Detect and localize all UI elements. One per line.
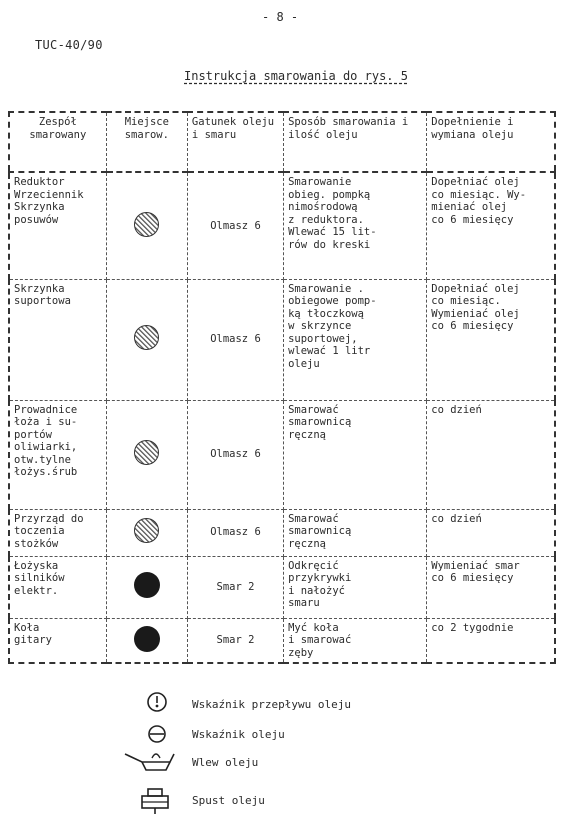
table-row xyxy=(9,172,555,279)
legend-item xyxy=(122,720,422,748)
cell-refill: Dopełniać olej co miesiąc. Wy- mieniać olej co 6 miesięcy xyxy=(427,172,555,279)
table-row xyxy=(9,509,555,556)
cell-refill: Dopełniać olej co miesiąc. Wymieniać olej co 6 miesięcy xyxy=(427,279,555,400)
cell-symbol xyxy=(106,556,187,618)
page-number: - 8 - xyxy=(262,10,299,24)
page-title: Instrukcja smarowania do rys. 5 xyxy=(184,69,408,83)
oil-level-indicator-icon xyxy=(122,720,182,748)
table-row xyxy=(9,400,555,509)
legend-label: Wskaźnik przepływu oleju xyxy=(192,698,351,711)
cell-refill: Wymieniać smar co 6 miesięcy xyxy=(427,556,555,618)
cell-grade: Olmasz 6 xyxy=(187,400,283,509)
cell-method: Smarować smarownicą ręczną xyxy=(284,400,427,509)
cell-method: Smarować smarownicą ręczną xyxy=(284,509,427,556)
oil-flow-indicator-icon xyxy=(122,690,182,718)
legend-label: Wskaźnik oleju xyxy=(192,728,285,741)
header-grade: Gatunek oleju i smaru xyxy=(187,112,283,172)
cell-symbol xyxy=(106,172,187,279)
legend-label: Spust oleju xyxy=(192,794,265,807)
oil-drain-icon xyxy=(122,786,182,814)
lubrication-table xyxy=(8,111,556,664)
cell-refill: co dzień xyxy=(427,509,555,556)
table-header-row xyxy=(9,112,555,172)
cell-symbol xyxy=(106,618,187,663)
cell-grade: Olmasz 6 xyxy=(187,509,283,556)
cell-symbol xyxy=(106,400,187,509)
legend-item xyxy=(122,690,422,718)
oil-point-icon xyxy=(134,440,159,465)
cell-symbol xyxy=(106,279,187,400)
cell-method: Odkręcić przykrywki i nałożyć smaru xyxy=(284,556,427,618)
cell-unit: Skrzynka suportowa xyxy=(9,279,106,400)
cell-unit: Reduktor Wrzeciennik Skrzynka posuwów xyxy=(9,172,106,279)
table-row xyxy=(9,279,555,400)
header-unit: Zespół smarowany xyxy=(9,112,106,172)
legend-item xyxy=(122,748,422,776)
table-row xyxy=(9,556,555,618)
grease-point-icon xyxy=(134,626,160,652)
cell-method: Myć koła i smarować zęby xyxy=(284,618,427,663)
cell-unit: Przyrząd do toczenia stożków xyxy=(9,509,106,556)
legend-label: Wlew oleju xyxy=(192,756,259,769)
oil-point-icon xyxy=(134,325,159,350)
cell-grade: Olmasz 6 xyxy=(187,172,283,279)
cell-refill: co dzień xyxy=(427,400,555,509)
cell-unit: Łożyska silników elektr. xyxy=(9,556,106,618)
table-row xyxy=(9,618,555,663)
legend-item xyxy=(122,786,422,814)
cell-refill: co 2 tygodnie xyxy=(427,618,555,663)
oil-point-icon xyxy=(134,518,159,543)
oil-filler-icon xyxy=(122,748,182,776)
cell-method: Smarowanie . obiegowe pomp- ką tłoczkową w skrzynce suportowej, wlewać 1 litr oleju xyxy=(284,279,427,400)
cell-unit: Prowadnice łoża i su- portów oliwiarki, otw.tylne łożys.śrub xyxy=(9,400,106,509)
cell-symbol xyxy=(106,509,187,556)
oil-point-icon xyxy=(134,212,159,237)
document-id: TUC-40/90 xyxy=(35,38,103,52)
header-method: Sposób smarowania i ilość oleju xyxy=(284,112,427,172)
cell-unit: Koła gitary xyxy=(9,618,106,663)
cell-grade: Smar 2 xyxy=(187,556,283,618)
cell-grade: Olmasz 6 xyxy=(187,279,283,400)
cell-grade: Smar 2 xyxy=(187,618,283,663)
grease-point-icon xyxy=(134,572,160,598)
cell-method: Smarowanie obieg. pompką nimośrodową z reduktora. Wlewać 15 lit- rów do kreski xyxy=(284,172,427,279)
header-place: Miejsce smarow. xyxy=(106,112,187,172)
header-refill: Dopełnienie i wymiana oleju xyxy=(427,112,555,172)
